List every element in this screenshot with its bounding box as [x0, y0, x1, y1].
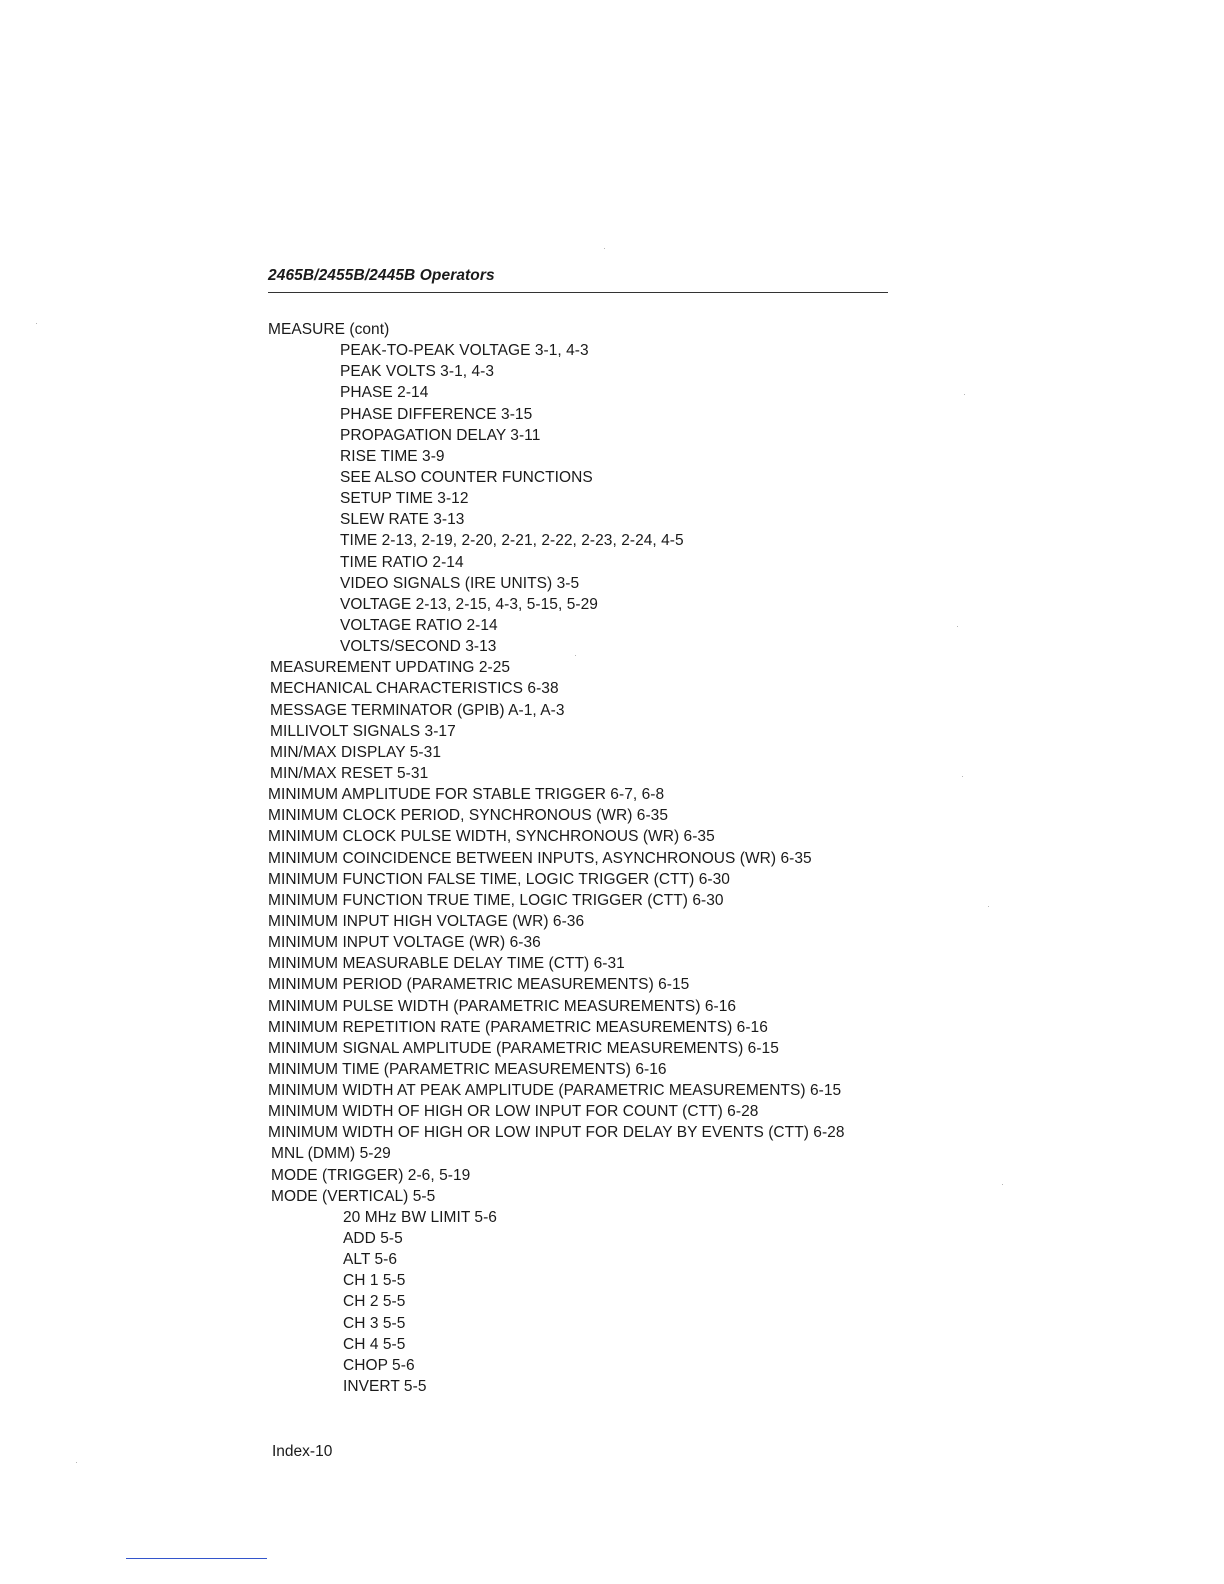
scan-speck: [988, 906, 989, 907]
index-subentry: PHASE DIFFERENCE 3-15: [340, 405, 533, 423]
index-subentry: PHASE 2-14: [340, 384, 429, 402]
index-subentry: TIME RATIO 2-14: [340, 553, 464, 571]
index-subentry: PEAK-TO-PEAK VOLTAGE 3-1, 4-3: [340, 342, 589, 360]
index-entry: MINIMUM SIGNAL AMPLITUDE (PARAMETRIC MEASUREMENTS) 6-15: [268, 1039, 779, 1057]
index-entry: MINIMUM PERIOD (PARAMETRIC MEASUREMENTS) 6-15: [268, 976, 690, 994]
index-subentry: INVERT 5-5: [343, 1378, 427, 1396]
index-entry: MINIMUM REPETITION RATE (PARAMETRIC MEASUREMENTS) 6-16: [268, 1018, 768, 1036]
index-entry: MINIMUM INPUT VOLTAGE (WR) 6-36: [268, 934, 541, 952]
index-entry: MINIMUM TIME (PARAMETRIC MEASUREMENTS) 6-16: [268, 1060, 667, 1078]
index-subentry: RISE TIME 3-9: [340, 447, 445, 465]
index-entry: MECHANICAL CHARACTERISTICS 6-38: [270, 680, 559, 698]
index-entry: MINIMUM INPUT HIGH VOLTAGE (WR) 6-36: [268, 912, 585, 930]
scan-speck: [964, 394, 965, 395]
index-subentry: TIME 2-13, 2-19, 2-20, 2-21, 2-22, 2-23, 2-24, 4-5: [340, 532, 684, 550]
index-entry: MINIMUM WIDTH AT PEAK AMPLITUDE (PARAMETRIC MEASUREMENTS) 6-15: [268, 1082, 842, 1100]
index-subentry: CHOP 5-6: [343, 1356, 415, 1374]
index-entry: MESSAGE TERMINATOR (GPIB) A-1, A-3: [270, 701, 565, 719]
index-entry: MINIMUM MEASURABLE DELAY TIME (CTT) 6-31: [268, 955, 625, 973]
index-subentry: SETUP TIME 3-12: [340, 490, 469, 508]
index-entry: MILLIVOLT SIGNALS 3-17: [270, 722, 456, 740]
index-subentry: CH 3 5-5: [343, 1314, 406, 1332]
scan-speck: [957, 626, 958, 627]
page-header-title: 2465B/2455B/2445B Operators: [268, 267, 495, 284]
index-entry: MINIMUM CLOCK PERIOD, SYNCHRONOUS (WR) 6-35: [268, 807, 669, 825]
index-entry: MODE (VERTICAL) 5-5: [271, 1187, 436, 1205]
index-entry: MINIMUM FUNCTION FALSE TIME, LOGIC TRIGGER (CTT) 6-30: [268, 870, 730, 888]
index-subentry: CH 1 5-5: [343, 1272, 406, 1290]
scan-speck: [36, 323, 37, 324]
index-entry: MINIMUM PULSE WIDTH (PARAMETRIC MEASUREMENTS) 6-16: [268, 997, 737, 1015]
scan-speck: [604, 248, 605, 249]
index-entry: MINIMUM FUNCTION TRUE TIME, LOGIC TRIGGER (CTT) 6-30: [268, 891, 724, 909]
header-divider: [268, 292, 888, 293]
index-entry: MINIMUM WIDTH OF HIGH OR LOW INPUT FOR COUNT (CTT) 6-28: [268, 1103, 759, 1121]
scan-speck: [1002, 1184, 1003, 1185]
index-entry: MINIMUM CLOCK PULSE WIDTH, SYNCHRONOUS (WR) 6-35: [268, 828, 715, 846]
page-number: Index-10: [272, 1443, 333, 1460]
index-entry: MINIMUM COINCIDENCE BETWEEN INPUTS, ASYNCHRONOUS (WR) 6-35: [268, 849, 812, 867]
index-subentry: VOLTS/SECOND 3-13: [340, 638, 497, 656]
index-subentry: VOLTAGE 2-13, 2-15, 4-3, 5-15, 5-29: [340, 595, 598, 613]
index-subentry: VOLTAGE RATIO 2-14: [340, 616, 498, 634]
index-subentry: ADD 5-5: [343, 1230, 403, 1248]
index-subentry: PROPAGATION DELAY 3-11: [340, 426, 541, 444]
index-subentry: VIDEO SIGNALS (IRE UNITS) 3-5: [340, 574, 580, 592]
scan-speck: [76, 1462, 77, 1463]
index-entry: MNL (DMM) 5-29: [271, 1145, 391, 1163]
index-entry: MINIMUM WIDTH OF HIGH OR LOW INPUT FOR DELAY BY EVENTS (CTT) 6-28: [268, 1124, 845, 1142]
index-entry: MODE (TRIGGER) 2-6, 5-19: [271, 1166, 471, 1184]
index-entry-list: [268, 319, 845, 1397]
scan-speck: [575, 655, 576, 656]
index-entry: MIN/MAX RESET 5-31: [270, 764, 429, 782]
index-subentry: CH 2 5-5: [343, 1293, 406, 1311]
index-subentry: SEE ALSO COUNTER FUNCTIONS: [340, 468, 593, 486]
index-subentry: PEAK VOLTS 3-1, 4-3: [340, 363, 495, 381]
index-subentry: SLEW RATE 3-13: [340, 511, 465, 529]
index-subentry: 20 MHz BW LIMIT 5-6: [343, 1208, 497, 1226]
index-entry: MEASURE (cont): [268, 321, 390, 338]
bottom-link-underline: [126, 1558, 267, 1559]
index-subentry: CH 4 5-5: [343, 1335, 406, 1353]
index-entry: MEASUREMENT UPDATING 2-25: [270, 659, 511, 677]
scan-speck: [962, 776, 963, 777]
index-entry: MIN/MAX DISPLAY 5-31: [270, 743, 441, 761]
index-entry: MINIMUM AMPLITUDE FOR STABLE TRIGGER 6-7, 6-8: [268, 786, 665, 804]
index-subentry: ALT 5-6: [343, 1251, 398, 1269]
